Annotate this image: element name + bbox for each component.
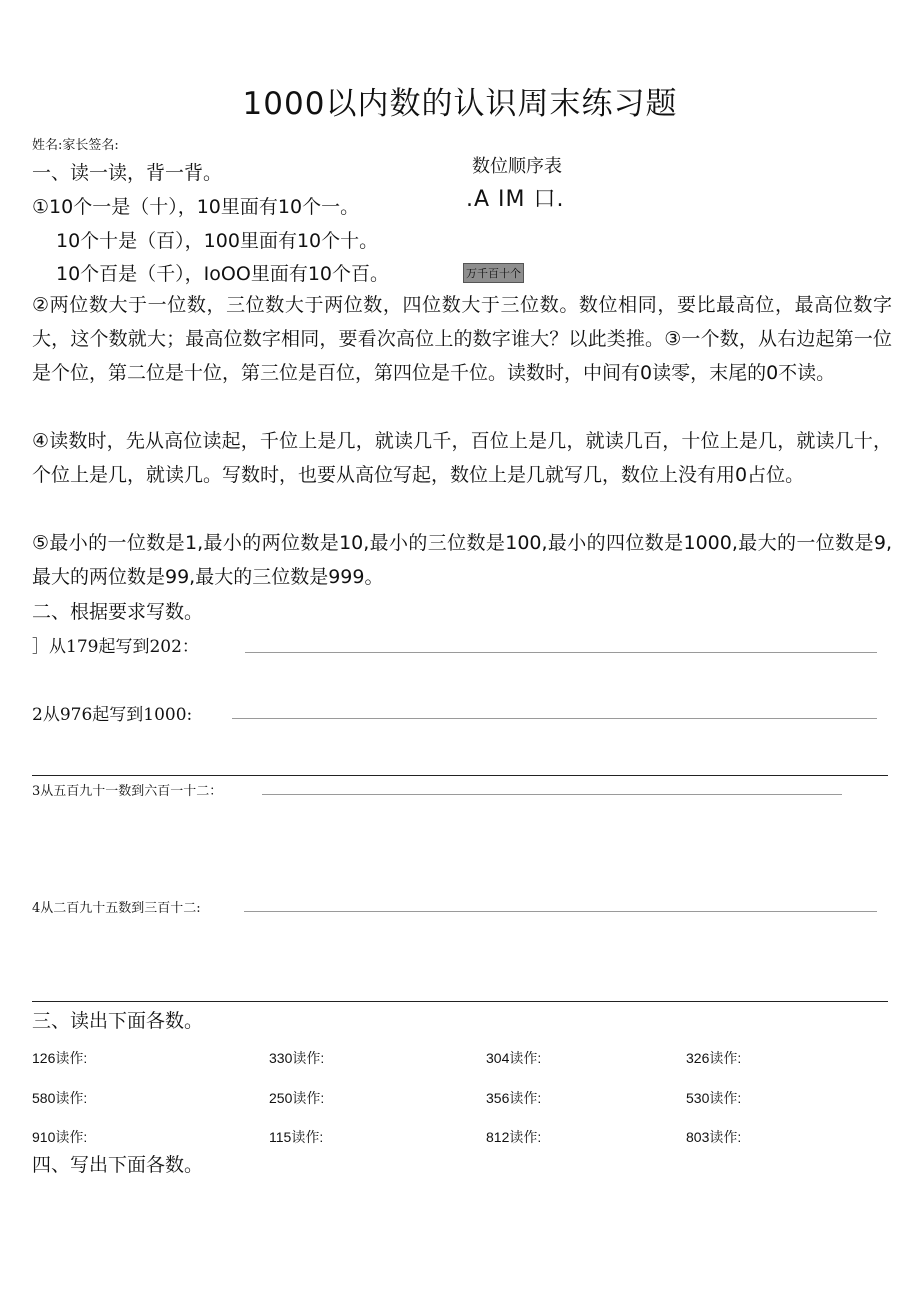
read-item: 812读作: (486, 1129, 542, 1145)
order-table-title: 数位顺序表 (472, 156, 562, 177)
section2-heading: 二、根据要求写数。 (32, 601, 204, 623)
divider (32, 775, 888, 776)
read-item: 250读作: (269, 1090, 325, 1106)
section1-paragraph5: ⑤最小的一位数是1,最小的两位数是10,最小的三位数是100,最小的四位数是1000,最大的一位数是9,最大的两位数是99,最大的三位数是999。 (32, 532, 892, 588)
section1-paragraph4: ④读数时，先从高位读起，千位上是几，就读几千，百位上是几，就读几百，十位上是几，就读几十，个位上是几，就读几。写数时，也要从高位写起，数位上是几就写几，数位上没有用0占位。 (32, 430, 892, 486)
name-label: 姓名: (32, 138, 63, 153)
parent-signature-label: 家长签名: (62, 138, 119, 153)
question2-answer-line[interactable] (232, 718, 877, 719)
question1-answer-line[interactable] (245, 652, 877, 653)
read-item: 304读作: (486, 1050, 542, 1066)
order-table-scribble: .A IM 口. (466, 187, 565, 212)
read-item: 910读作: (32, 1129, 88, 1145)
section1-paragraph2: ②两位数大于一位数，三位数大于两位数，四位数大于三位数。数位相同，要比最高位，最高位数字大，这个数就大；最高位数字相同，要看次高位上的数字谁大？以此类推。③一个数，从右边起第一位是个位，第二位是十位，第三位是百位，第四位是千位。读数时，中间有0读零，末尾的0不读。 (32, 294, 892, 384)
read-item: 126读作: (32, 1050, 88, 1066)
section4-heading: 四、写出下面各数。 (32, 1154, 204, 1176)
divider (32, 1001, 888, 1002)
section1-heading: 一、读一读，背一背。 (32, 162, 223, 184)
read-item: 530读作: (686, 1090, 742, 1106)
question4-answer-line[interactable] (244, 911, 877, 912)
question4-label: 4从二百九十五数到三百十二: (32, 901, 201, 916)
read-item: 580读作: (32, 1090, 88, 1106)
read-item: 330读作: (269, 1050, 325, 1066)
read-item: 356读作: (486, 1090, 542, 1106)
order-table-box: 万千百十个 (463, 263, 524, 283)
read-item: 115读作: (269, 1129, 324, 1145)
question2-label: 2从976起写到1000: (32, 705, 193, 725)
page-title: 1000以内数的认识周末练习题 (242, 86, 678, 122)
section1-line1: ①10个一是（十），10里面有10个一。 (32, 196, 360, 218)
section1-line2: 10个十是（百），100里面有10个十。 (56, 230, 379, 252)
read-item: 803读作: (686, 1129, 742, 1145)
section3-heading: 三、读出下面各数。 (32, 1010, 204, 1032)
section1-line3: 10个百是（千），IoOO里面有10个百。 (56, 263, 389, 285)
question1-label: ］从179起写到202： (32, 637, 199, 657)
question3-label: 3从五百九十一数到六百一十二： (32, 784, 223, 799)
question3-answer-line[interactable] (262, 794, 842, 795)
header-fields (32, 134, 119, 153)
read-item: 326读作: (686, 1050, 742, 1066)
